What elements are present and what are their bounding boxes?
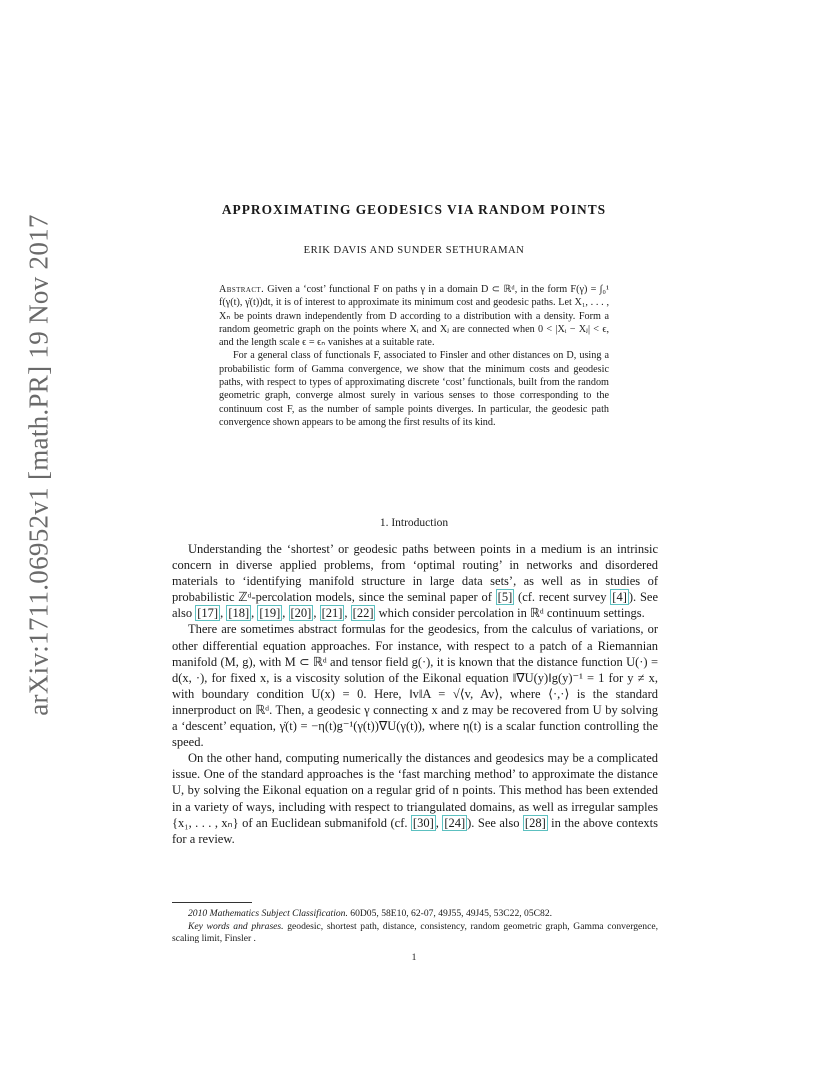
footnote-keywords [172, 921, 658, 946]
text-run: ). See also [467, 815, 523, 830]
footnotes [172, 908, 658, 946]
intro-paragraph-3: On the other hand, computing numerically the distances and geodesics may be a complicated issue. One of the standard approaches is the ‘fast marching method’ to approximate the distance U, by solving the Eikonal equation on a regular grid of n points. This method has been extended in a variety of ways, including with respect to triangulated domains, as well as irregular samples {x₁, . . . , xₙ} of an Euclidean submanifold (cf. [30] , [24] ). See also [28] in the above contexts for a review. [172, 751, 658, 846]
text-run: which consider percolation in ℝᵈ continuum settings. [375, 606, 645, 621]
page-number: 1 [411, 952, 417, 963]
msc-value: 60D05, 58E10, 62-07, 49J55, 49J45, 53C22, 05C82. [347, 908, 553, 919]
text-run: ). See also [172, 590, 658, 621]
abstract [219, 283, 609, 429]
text-run: Understanding the ‘shortest’ or geodesic paths between points in a medium is an intrinsic concern in diverse applied problems, from ‘optimal routing’ in networks and disordered materials to ‘identifying manifold structure in large data sets’, as well as in studies of probabilistic ℤᵈ-percolation models, since the seminal paper of [172, 542, 658, 605]
citation-link[interactable]: [17] [197, 606, 219, 621]
citation-link[interactable]: [21] [321, 606, 343, 621]
section-heading-introduction: 1. Introduction [379, 517, 449, 529]
intro-paragraph-1: Understanding the ‘shortest’ or geodesic paths between points in a medium is an intrinsic concern in diverse applied problems, from ‘optimal routing’ in networks and disordered materials to ‘identifying manifold structure in large data sets’, as well as in studies of probabilistic ℤᵈ-percolation models, since the seminal paper of [5] (cf. recent survey [4] ). See also [17] , [18] , [19] , [20] , [21] , [22] which consider percolation in ℝᵈ continuum settings. [172, 542, 658, 621]
citation-link[interactable]: [30] [412, 815, 434, 830]
paper-authors: ERIK DAVIS AND SUNDER SETHURAMAN [303, 245, 525, 256]
text-run: (cf. recent survey [514, 590, 611, 605]
text-run: On the other hand, computing numerically the distances and geodesics may be a complicated issue. One of the standard approaches is the ‘fast marching method’ to approximate the distance U, by solving the Eikonal equation on a regular grid of n points. This method has been extended in a variety of ways, including with respect to triangulated domains, as well as irregular samples {x₁, . . . , xₙ} of an Euclidean submanifold (cf. [172, 751, 658, 830]
keywords-value: geodesic, shortest path, distance, consistency, random geometric graph, Gamma convergence, scaling limit, Finsler . [172, 920, 658, 945]
paper-title: APPROXIMATING GEODESICS VIA RANDOM POINTS [221, 202, 607, 217]
footnote-msc [172, 908, 658, 921]
citation-link[interactable]: [18] [228, 606, 250, 621]
abstract-paragraph-2: For a general class of functionals F, associated to Finsler and other distances on D, using a probabilistic form of Gamma convergence, we show that the minimum costs and geodesic paths, with respect to types of approximating discrete ‘cost’ functionals, built from the random geometric graph, converge almost surely in various senses to those corresponding to the continuum cost F, as the number of sample points diverges. In particular, the geodesic path convergence shown appears to be among the first results of its kind. [219, 350, 609, 428]
footnote-rule [172, 902, 252, 903]
arxiv-identifier [14, 214, 64, 716]
citation-link[interactable]: [22] [352, 606, 374, 621]
arxiv-id-text: arXiv:1711.06952v1 [math.PR] 19 Nov 2017 [23, 214, 54, 716]
citation-link[interactable]: [19] [259, 606, 281, 621]
keywords-label: Key words and phrases. [188, 920, 284, 932]
abstract-paragraph-1 [219, 283, 609, 349]
intro-paragraph-2: There are sometimes abstract formulas for the geodesics, from the calculus of variations, or other differential equation approaches. For instance, with respect to a patch of a Riemannian manifold (M, g), with M ⊂ ℝᵈ and tensor field g(·), it is known that the distance function U(·) = d(x, ·), for fixed x, is a viscosity solution of the Eikonal equation ‖∇U(y)‖g(y)⁻¹ = 1 for y ≠ x, with boundary condition U(x) = 0. Here, ‖v‖A = √⟨v, Av⟩, where ⟨·,·⟩ is the standard innerproduct on ℝᵈ. Then, a geodesic γ connecting x and z may be recovered from U by solving a ‘descent’ equation, γ̇(t) = −η(t)g⁻¹(γ(t))∇U(γ(t)), where η(t) is a scalar function controlling the speed. [172, 622, 658, 750]
citation-link[interactable]: [4] [612, 590, 627, 605]
msc-label: 2010 Mathematics Subject Classification. [188, 908, 348, 919]
body-text [172, 541, 658, 847]
abstract-label: Abstract. [219, 284, 265, 295]
abstract-text-1: Given a ‘cost’ functional F on paths γ in a domain D ⊂ ℝᵈ, in the form F(γ) = ∫₀¹ f(γ(t), γ̇(t))dt, it is of interest to approximate its minimum cost and geodesic paths. Let X₁, . . . , Xₙ be points drawn independently from D according to a distribution with a density. Form a random geometric graph on the points where Xᵢ and Xⱼ are connected when 0 < |Xᵢ − Xⱼ| < ϵ, and the length scale ϵ = ϵₙ vanishes at a suitable rate. [219, 284, 610, 349]
citation-link[interactable]: [20] [290, 606, 312, 621]
citation-link[interactable]: [5] [497, 590, 513, 605]
citation-link[interactable]: [24] [444, 815, 466, 830]
text-run: in the above contexts for a review. [172, 815, 658, 846]
citation-link[interactable]: [28] [524, 815, 546, 830]
